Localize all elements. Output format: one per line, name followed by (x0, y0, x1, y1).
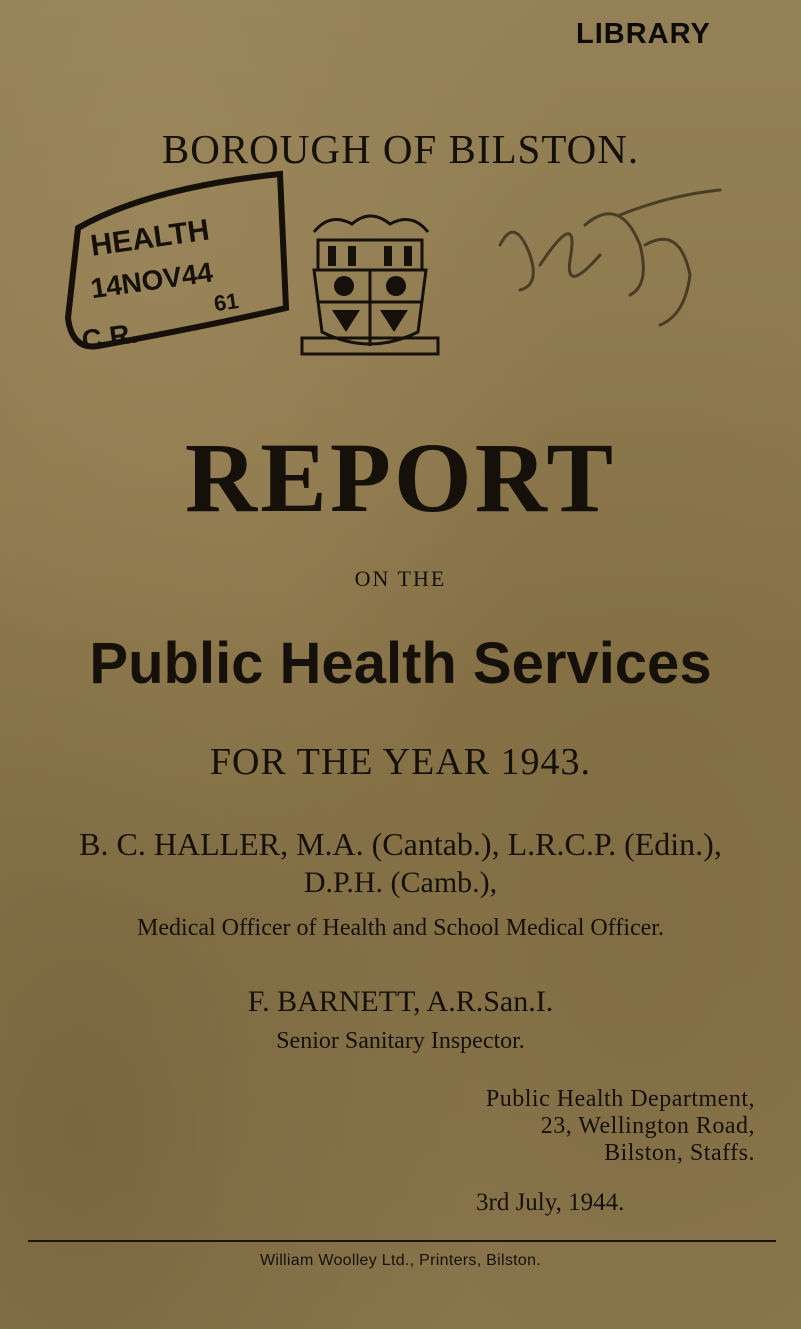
footer-divider (28, 1240, 776, 1242)
inspector-role: Senior Sanitary Inspector. (276, 1028, 525, 1054)
stamp-date-text: 14NOV44 (88, 256, 215, 305)
borough-heading: BOROUGH OF BILSTON. (161, 126, 640, 172)
officer-qualifications: D.P.H. (Camb.), (303, 866, 498, 899)
address-line-street: 23, Wellington Road, (540, 1113, 755, 1139)
stamp-number-text: 61 (212, 288, 241, 317)
stamp-health-text: HEALTH (88, 213, 212, 263)
inspector-name: F. BARNETT, A.R.San.I. (247, 985, 554, 1018)
on-the-text: ON THE (354, 566, 447, 591)
report-date: 3rd July, 1944. (476, 1189, 625, 1216)
stamp-initials-text: C.R. (79, 317, 140, 356)
library-stamp: LIBRARY (576, 18, 711, 50)
officer-name: B. C. HALLER, M.A. (Cantab.), L.R.C.P. (Edin.), (79, 826, 722, 862)
subject-title: Public Health Services (89, 631, 712, 696)
address-line-department: Public Health Department, (485, 1086, 755, 1112)
address-line-town: Bilston, Staffs. (604, 1140, 755, 1166)
coat-of-arms-icon (300, 206, 440, 358)
received-date-stamp (58, 168, 298, 358)
signature-icon (470, 185, 730, 345)
report-title: REPORT (184, 422, 617, 533)
officer-role: Medical Officer of Health and School Medical Officer. (137, 915, 664, 941)
printer-imprint: William Woolley Ltd., Printers, Bilston. (259, 1252, 542, 1269)
year-line: FOR THE YEAR 1943. (209, 741, 592, 783)
